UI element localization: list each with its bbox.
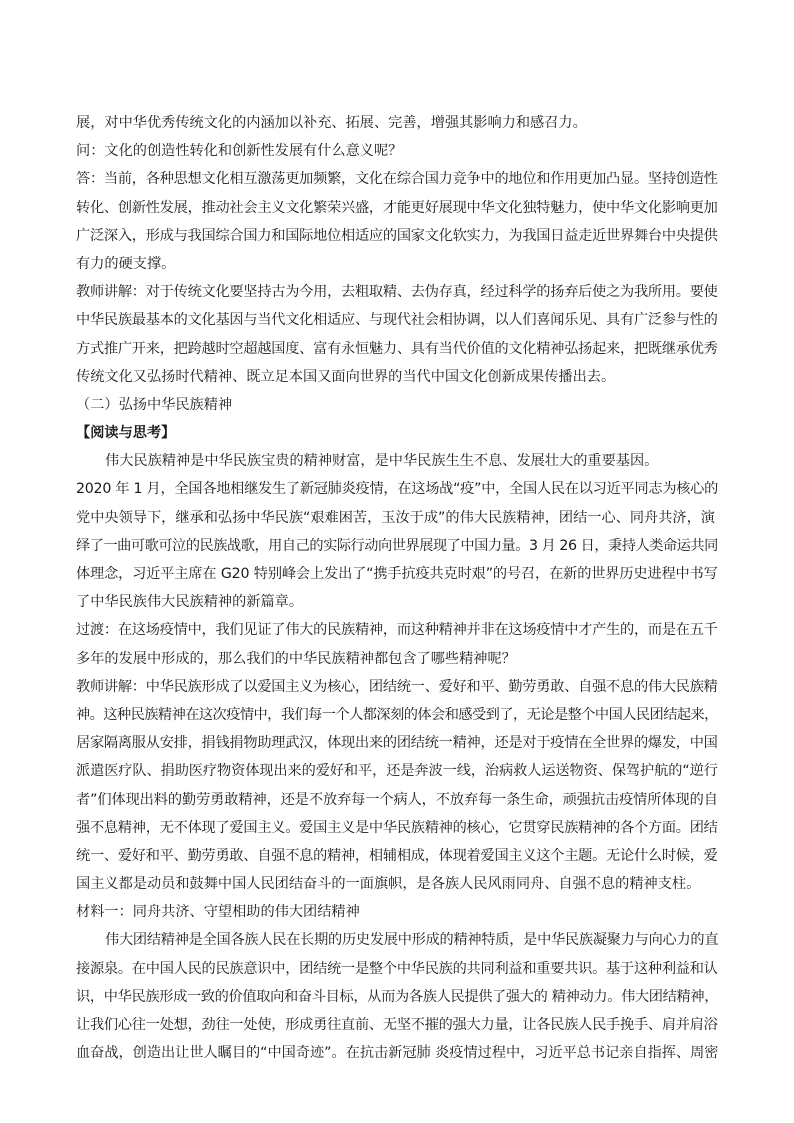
text-line: 绎了一曲可歌可泣的民族战歌，用自己的实际行动向世界展现了中国力量。3 月 26 日，秉持人类命运共同	[76, 537, 718, 554]
answer-line: 答：当前，各种思想文化相互激荡更加频繁，文化在综合国力竞争中的地位和作用更加凸显。坚持创造性	[76, 171, 718, 188]
text-line: 广泛深入，形成与我国综合国力和国际地位相适应的国家文化软实力，为我国日益走近世界舞台中央提供	[76, 227, 718, 244]
text-line: 伟大民族精神是中华民族宝贵的精神财富，是中华民族生生不息、发展壮大的重要基因。	[105, 453, 659, 470]
text-line: 接源泉。在中国人民的民族意识中，团结统一是整个中华民族的共同利益和重要共识。基于这种利益和认	[76, 960, 718, 977]
text-line: 中华民族最基本的文化基因与当代文化相适应、与现代社会相协调，以人们喜闻乐见、具有广泛参与性的	[76, 312, 718, 329]
text-line: 体理念，习近平主席在 G20 特别峰会上发出了“携手抗疫共克时艰”的号召，在新的世界历史进程中书写	[76, 566, 718, 582]
question-line: 问：文化的创造性转化和创新性发展有什么意义呢？	[76, 143, 403, 160]
text-line: 方式推广开来，把跨越时空超越国度、富有永恒魅力、具有当代价值的文化精神弘扬起来，把既继承优秀	[76, 340, 718, 357]
teacher-explanation-line: 教师讲解：中华民族形成了以爱国主义为核心，团结统一、爱好和平、勤劳勇敢、自强不息的伟大民族精	[76, 678, 718, 695]
text-line: 神。这种民族精神在这次疫情中，我们每一个人都深刻的体会和感受到了，无论是整个中国人民团结起来，	[76, 706, 718, 723]
text-line: 让我们心往一处想，劲往一处使，形成勇往直前、无坚不摧的强大力量，让各民族人民手挽手、肩并肩浴	[76, 1017, 718, 1033]
transition-line: 过渡：在这场疫情中，我们见证了伟大的民族精神，而这种精神并非在这场疫情中才产生的，而是在五千	[76, 622, 718, 639]
text-line: 统一、爱好和平、勤劳勇敢、自强不息的精神，相辅相成，体现着爱国主义这个主题。无论什么时候，爱	[76, 847, 718, 864]
text-line: 伟大团结精神是全国各族人民在长期的历史发展中形成的精神特质，是中华民族凝聚力与向心力的直	[105, 932, 719, 949]
text-line: 强不息精神，无不体现了爱国主义。爱国主义是中华民族精神的核心，它贯穿民族精神的各个方面。团结	[76, 819, 718, 836]
reading-thinking-heading: 【阅读与思考】	[76, 425, 176, 442]
text-line: 居家隔离服从安排，捐钱捐物助理武汉，体现出来的团结统一精神，还是对于疫情在全世界的爆发，中国	[76, 735, 718, 752]
text-line: 派遣医疗队、捐助医疗物资体现出来的爱好和平，还是奔波一线，治病救人运送物资、保驾护航的“逆行	[76, 763, 718, 780]
text-line: 有力的硬支撑。	[76, 255, 176, 272]
text-line: 多年的发展中形成的，那么我们的中华民族精神都包含了哪些精神呢？	[76, 650, 516, 667]
text-line: 2020 年 1 月，全国各地相继发生了新冠肺炎疫情，在这场战“疫”中，全国人民在以习近平同志为核心的	[76, 481, 719, 498]
text-line: 党中央领导下，继承和弘扬中华民族“艰难困苦，玉汝于成”的伟大民族精神，团结一心、同舟共济，演	[76, 509, 715, 526]
text-line: 识，中华民族形成一致的价值取向和奋斗目标，从而为各族人民提供了强大的 精神动力。伟大团结精神，	[76, 988, 719, 1005]
section-heading: （二）弘扬中华民族精神	[76, 396, 233, 413]
document-body	[76, 109, 718, 1067]
text-line: 展，对中华优秀传统文化的内涵加以补充、拓展、完善，增强其影响力和感召力。	[76, 115, 587, 131]
text-line: 者”们体现出料的勤劳勇敢精神，还是不放弃每一个病人，不放弃每一条生命，顽强抗击疫情所体现的自	[76, 791, 718, 808]
teacher-explanation-line: 教师讲解：对于传统文化要坚持古为今用，去粗取精、去伪存真，经过科学的扬弃后使之为我所用。要使	[76, 284, 718, 301]
text-line: 了中华民族伟大民族精神的新篇章。	[76, 594, 304, 611]
material-heading: 材料一：同舟共济、守望相助的伟大团结精神	[76, 904, 360, 921]
text-line: 血奋战，创造出让世人瞩目的“中国奇迹”。在抗击新冠肺 炎疫情过程中，习近平总书记亲自指挥、周密	[76, 1045, 719, 1062]
text-line: 转化、创新性发展，推动社会主义文化繁荣兴盛，才能更好展现中华文化独特魅力，使中华文化影响更加	[76, 199, 718, 216]
text-line: 国主义都是动员和鼓舞中国人民团结奋斗的一面旗帜，是各族人民风雨同舟、自强不息的精神支柱。	[76, 876, 701, 893]
text-line: 传统文化又弘扬时代精神、既立足本国又面向世界的当代中国文化创新成果传播出去。	[76, 368, 616, 385]
